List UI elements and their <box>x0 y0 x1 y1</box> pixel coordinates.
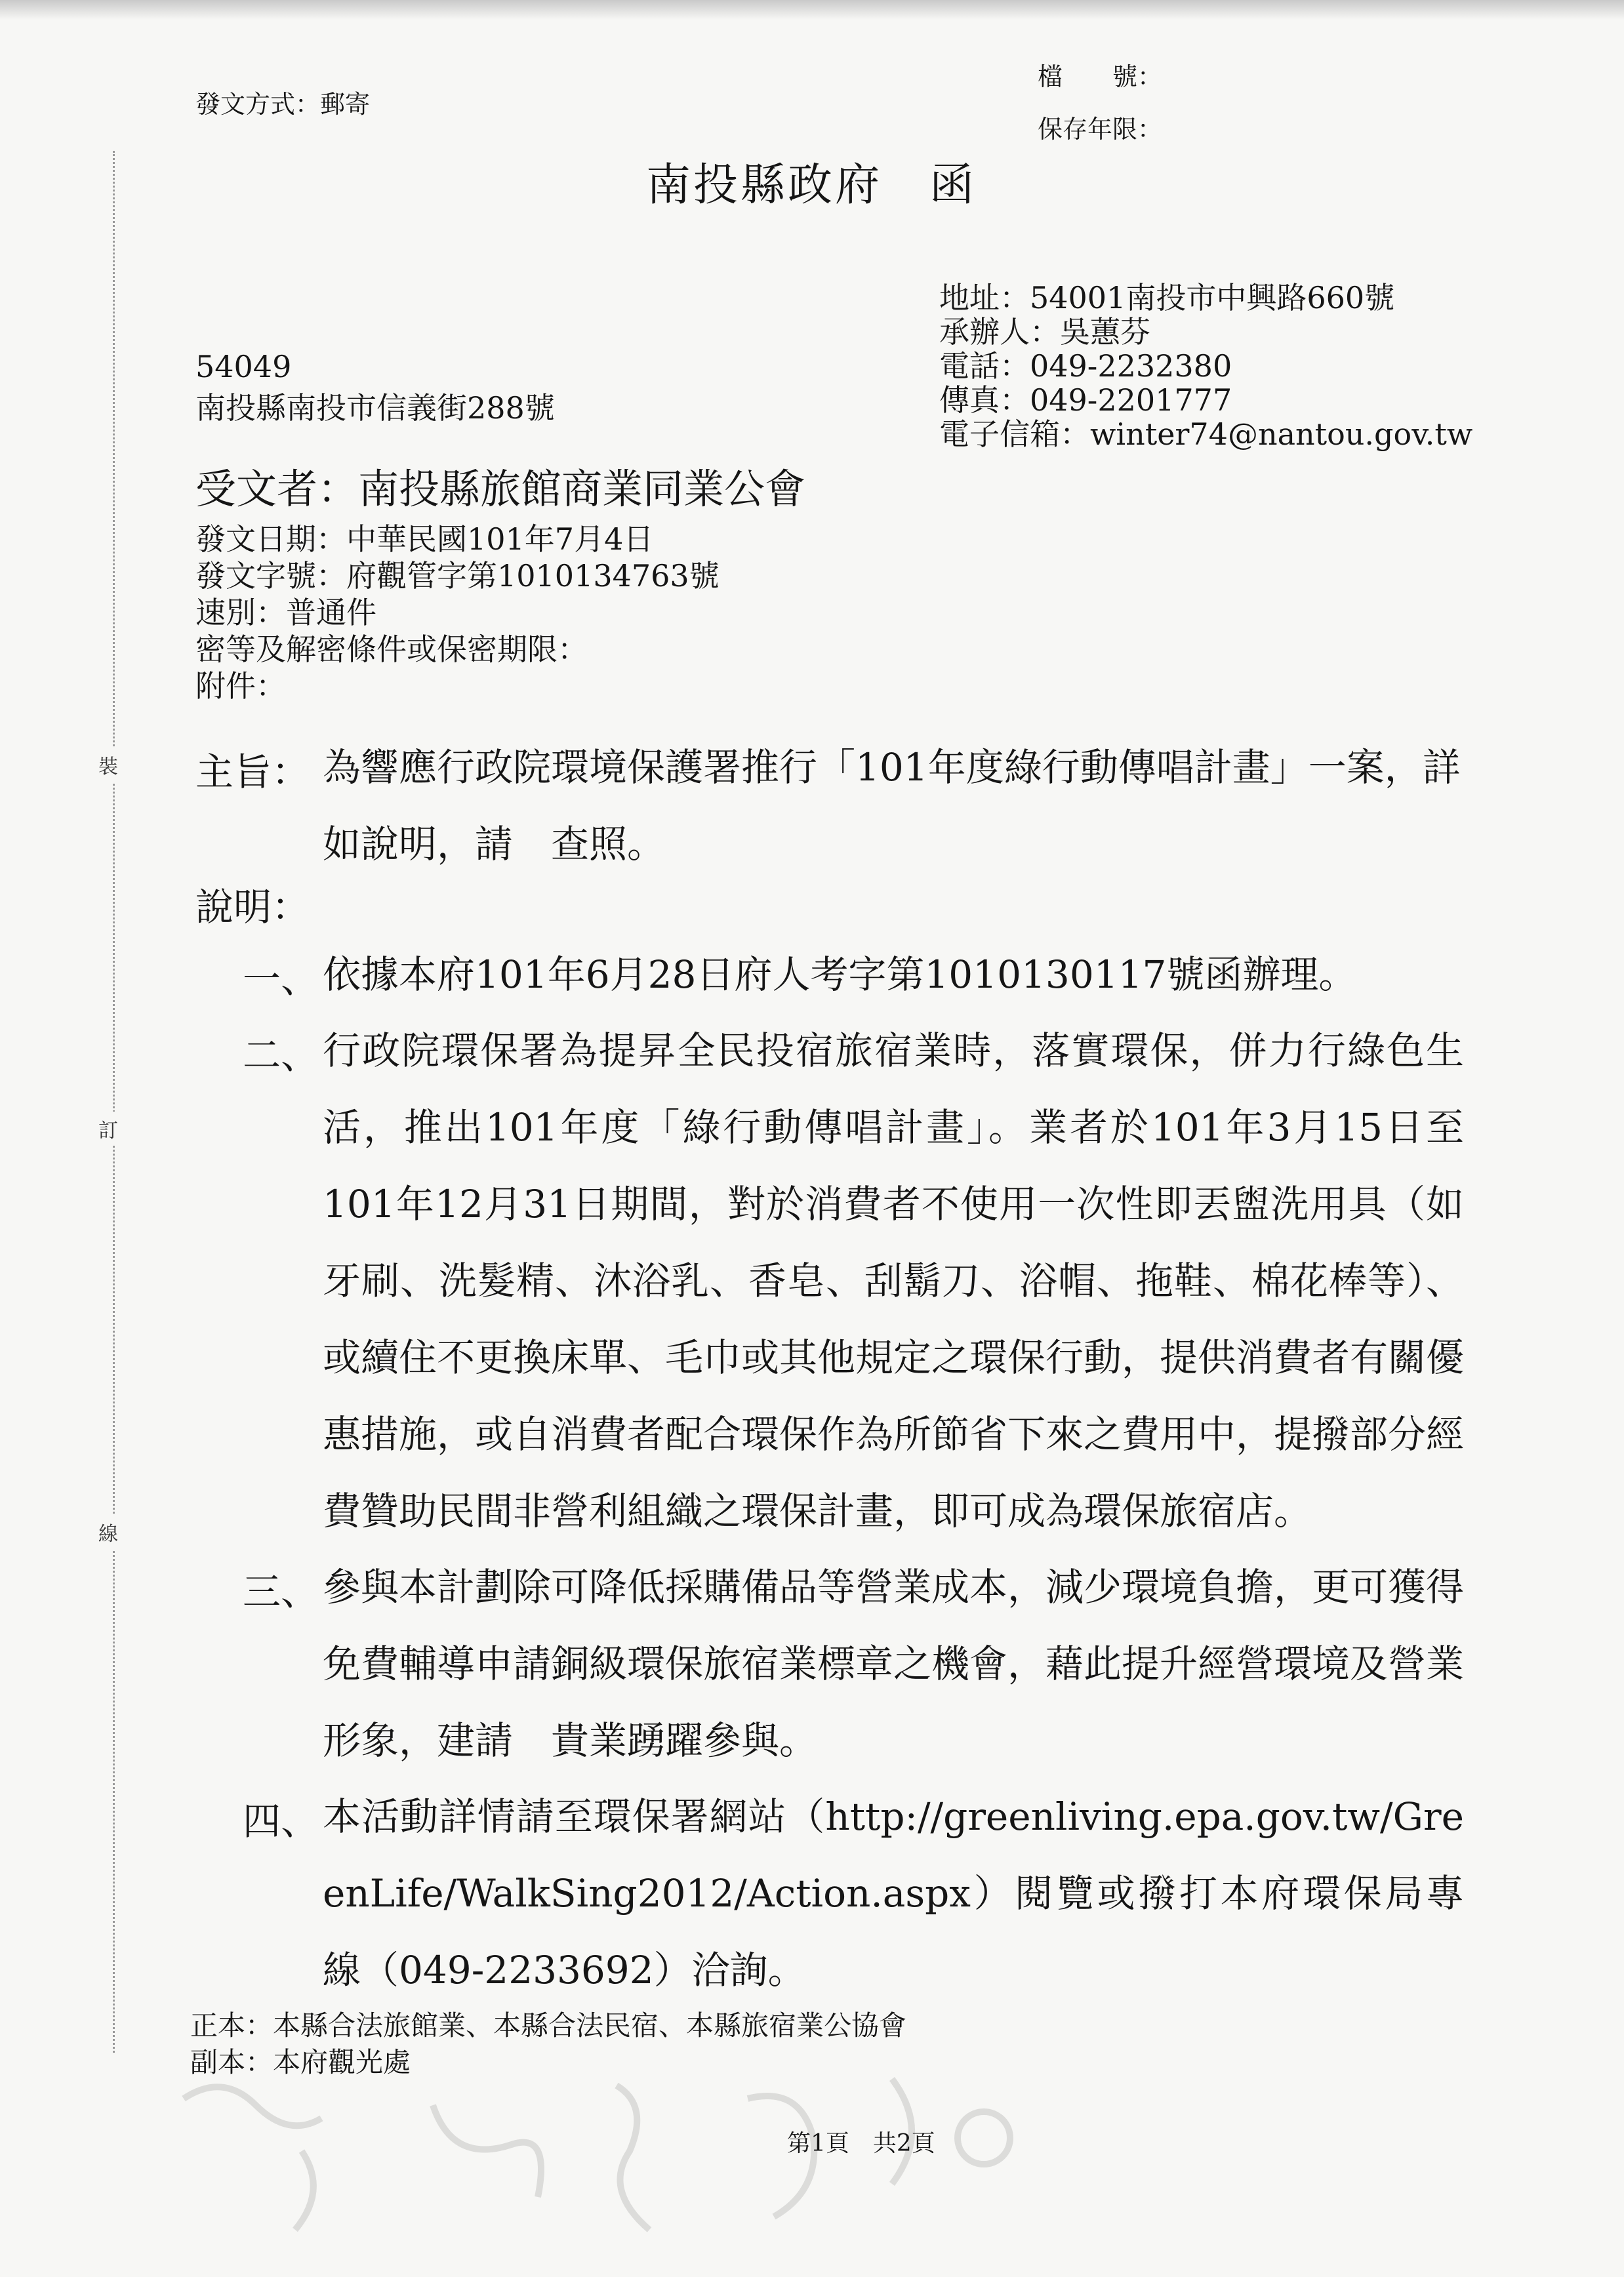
dispatch-method: 發文方式：郵寄 <box>195 90 371 119</box>
subject-label: 主旨： <box>195 750 310 794</box>
item-marker-1: 一、 <box>243 957 319 1001</box>
recipient-postcode: 54049 <box>195 349 292 384</box>
binding-mark-zhuang: 裝 <box>98 748 118 782</box>
sender-phone: 電話：049-2232380 <box>939 348 1232 384</box>
sender-contact: 承辦人：吳蕙芬 <box>939 314 1150 350</box>
page-number: 第1頁 共2頁 <box>787 2130 935 2157</box>
item-marker-4: 四、 <box>243 1799 319 1844</box>
faded-stamp-marks <box>157 2059 1076 2276</box>
explanation-item-2: 行政院環保署為提昇全民投宿旅宿業時，落實環保，併力行綠色生活，推出101年度「綠行動傳唱計畫」。業者於101年3月15日至101年12月31日期間，對於消費者不使用一次性即丟盥洗用具（如牙刷、洗髮精、沐浴乳、香皂、刮鬍刀、浴帽、拖鞋、棉花棒等）、或續住不更換床單、毛巾或其他規定之環保行動，提供消費者有關優惠措施，或自消費者配合環保作為所節省下來之費用中，提撥部分經費贊助民間非營利組織之環保計畫，即可成為環保旅宿店。 <box>323 1028 1465 1533</box>
file-number-label: 檔 號： <box>1038 62 1163 91</box>
item-marker-3: 三、 <box>243 1569 319 1614</box>
sender-fax: 傳真：049-2201777 <box>939 382 1232 418</box>
attachment: 附件： <box>195 668 286 704</box>
retention-label: 保存年限： <box>1038 115 1163 144</box>
explanation-item-1: 依據本府101年6月28日府人考字第1010130117號函辦理。 <box>323 952 1357 997</box>
recipient-street: 南投縣南投市信義街288號 <box>195 390 555 426</box>
binding-mark-xian: 線 <box>98 1515 118 1549</box>
item-marker-2: 二、 <box>243 1033 319 1078</box>
dispatch-date: 發文日期：中華民國101年7月4日 <box>195 521 654 557</box>
scan-top-edge <box>0 0 1624 20</box>
subject-text: 為響應行政院環境保護署推行「101年度綠行動傳唱計畫」一案，詳如說明，請 查照。 <box>323 745 1461 866</box>
secrecy: 密等及解密條件或保密期限： <box>195 632 588 667</box>
sender-address: 地址：54001南投市中興路660號 <box>939 280 1395 315</box>
binding-line <box>113 151 115 2053</box>
recipient: 受文者：南投縣旅館商業同業公會 <box>195 465 806 513</box>
explanation-label: 說明： <box>195 885 310 929</box>
document-title: 南投縣政府 函 <box>646 159 977 211</box>
distribution-main: 正本：本縣合法旅館業、本縣合法民宿、本縣旅宿業公協會 <box>190 2009 907 2042</box>
binding-mark-ding: 訂 <box>98 1112 118 1146</box>
explanation-item-4: 本活動詳情請至環保署網站（http://greenliving.epa.gov.tw/GreenLife/WalkSing2012/Action.aspx）閱覽或撥打本府環保局專線（049-2233692）洽詢。 <box>323 1794 1464 1992</box>
speed: 速別：普通件 <box>195 595 376 630</box>
reference-number: 發文字號：府觀管字第1010134763號 <box>195 558 720 594</box>
distribution-copy: 副本：本府觀光處 <box>190 2046 411 2078</box>
explanation-item-3: 參與本計劃除可降低採購備品等營業成本，減少環境負擔，更可獲得免費輔導申請銅級環保旅宿業標章之機會，藉此提升經營環境及營業形象，建請 貴業踴躍參與。 <box>323 1565 1465 1763</box>
sender-email: 電子信箱：winter74@nantou.gov.tw <box>939 416 1473 452</box>
